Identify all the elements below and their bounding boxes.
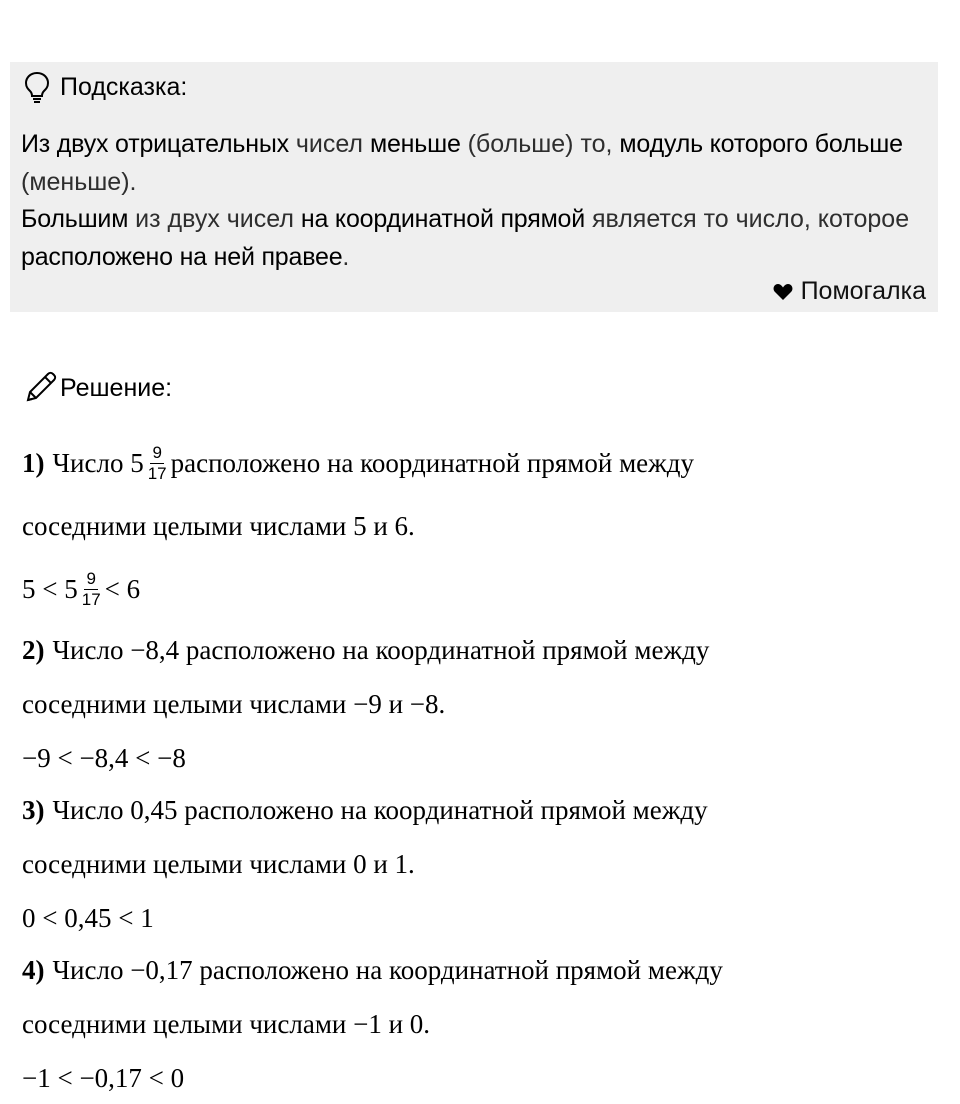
- item-text: −1 < −0,17 < 0: [22, 1062, 185, 1093]
- hint-emphasis: расположено на ней правее: [21, 242, 343, 271]
- fraction-numerator: 9: [86, 568, 96, 588]
- credit: [773, 277, 926, 306]
- item-text: 0 < 0,45 < 1: [22, 902, 154, 933]
- item-text: соседними целыми числами 0 и 1.: [22, 848, 415, 879]
- item-text: соседними целыми числами −9 и −8.: [22, 688, 446, 719]
- item-text: расположено на координатной прямой между: [170, 447, 695, 478]
- solution-line: [22, 784, 942, 836]
- fraction-denominator: 17: [147, 463, 167, 483]
- solution-line: [22, 676, 942, 732]
- solution-body: [22, 428, 942, 1104]
- item-text: соседними целыми числами −1 и 0.: [22, 1008, 431, 1039]
- item-number: 4): [22, 954, 45, 985]
- item-text: Число 5: [52, 447, 144, 478]
- hint-emphasis: Из двух отрицательных: [21, 130, 289, 158]
- item-text: < 6: [104, 573, 141, 604]
- fraction-numerator: 9: [152, 442, 162, 462]
- inequality: [22, 554, 942, 624]
- solution-line: [22, 996, 942, 1052]
- hint-text-run: (меньше).: [21, 167, 137, 196]
- credit-label: Помогалка: [800, 277, 926, 305]
- item-number: 3): [22, 794, 45, 825]
- hint-paragraph-2: [21, 201, 926, 276]
- solution-title: Решение:: [60, 373, 173, 402]
- item-text: 5 < 5: [22, 573, 78, 604]
- hint-text-run: является то число, которое: [585, 205, 910, 233]
- item-text: −9 < −8,4 < −8: [22, 742, 186, 773]
- solution-line: [22, 836, 942, 892]
- fraction: [148, 443, 167, 484]
- hint-emphasis: меньше: [369, 130, 461, 158]
- solution-line: [22, 498, 942, 554]
- lightbulb-icon: [24, 71, 50, 103]
- inequality: [22, 892, 942, 944]
- hint-emphasis: модуль которого больше: [619, 130, 903, 158]
- solution-header: [22, 370, 172, 406]
- hint-text-run: из двух чисел: [128, 205, 301, 233]
- fraction-denominator: 17: [81, 589, 101, 609]
- hint-paragraph-1: [21, 126, 926, 201]
- hint-text-run: (больше) то,: [460, 130, 620, 158]
- hint-text: [21, 126, 926, 276]
- item-text: Число −0,17 расположено на координатной прямой между: [52, 954, 723, 985]
- solution-line: [22, 428, 942, 498]
- hint-text-run: .: [342, 242, 350, 271]
- fraction: [82, 569, 101, 610]
- item-number: 2): [22, 634, 45, 665]
- pencil-icon: [22, 370, 58, 406]
- inequality: [22, 732, 942, 784]
- solution-line: [22, 624, 942, 676]
- item-text: соседними целыми числами 5 и 6.: [22, 510, 415, 541]
- solution-line: [22, 944, 942, 996]
- hint-header: [24, 71, 187, 103]
- heart-icon: [773, 283, 793, 301]
- inequality: [22, 1052, 942, 1104]
- hint-emphasis: Большим: [21, 205, 129, 233]
- hint-emphasis: на координатной прямой: [300, 205, 586, 233]
- hint-box: [10, 62, 938, 312]
- item-text: Число −8,4 расположено на координатной прямой между: [52, 634, 710, 665]
- item-text: Число 0,45 расположено на координатной прямой между: [52, 794, 708, 825]
- item-number: 1): [22, 447, 45, 478]
- hint-text-run: чисел: [288, 130, 370, 158]
- hint-title: Подсказка:: [60, 72, 188, 101]
